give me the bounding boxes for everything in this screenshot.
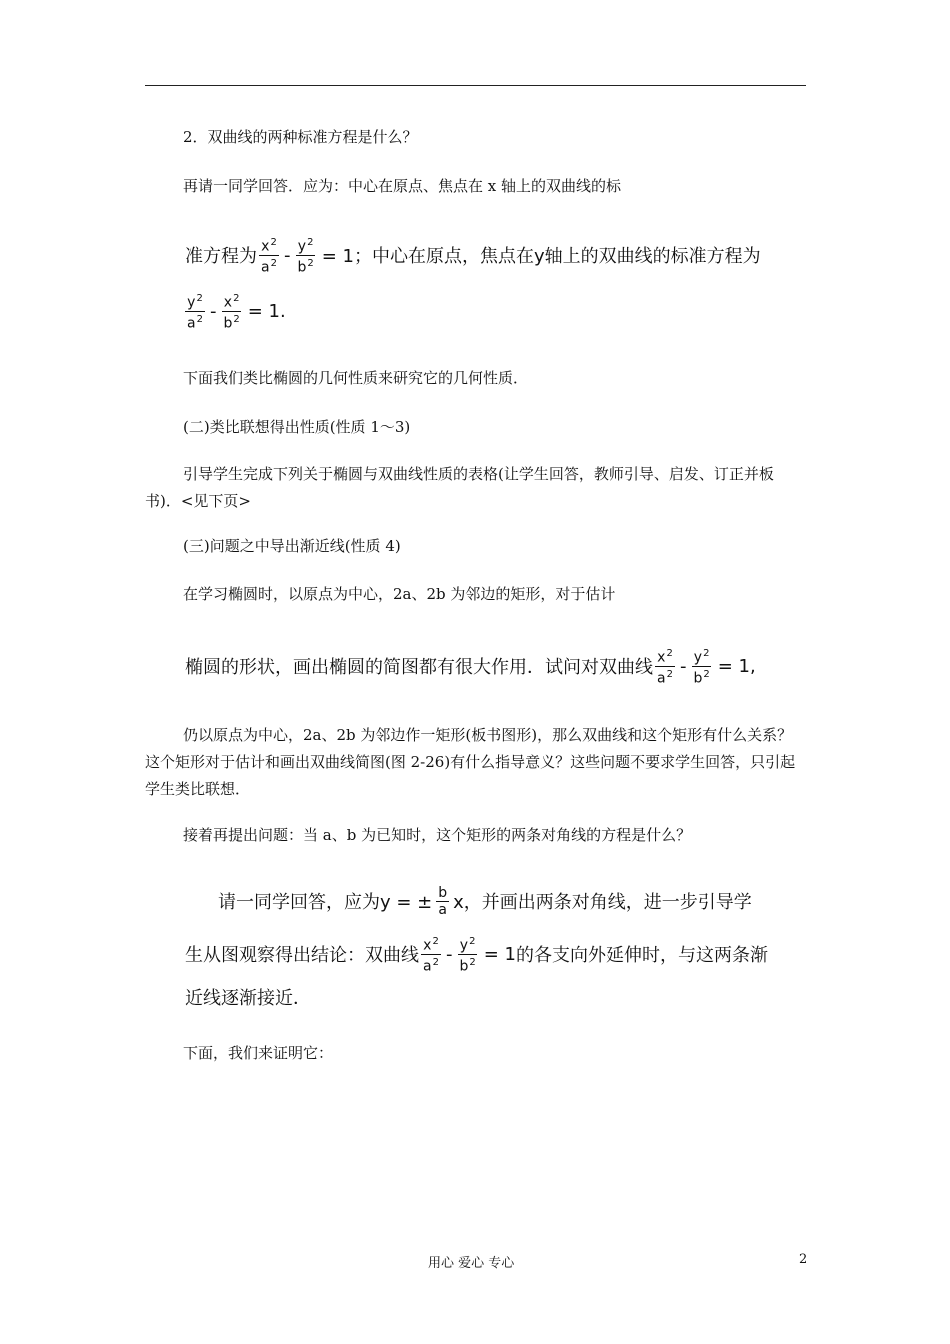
equation-line-1: 准方程为 $\frac{x^2}{a^2}$ - $\frac{y^2}{b^2}$ = 1； 中心在原点，焦点在y轴上的双曲线的标准方程为 [185,236,761,276]
ellipse-intro: 在学习椭圆时，以原点为中心，2a、2b 为邻边的矩形，对于估计 [183,585,616,603]
page-number: 2 [799,1252,808,1267]
fraction-x2-a2: $\frac{x^2}{a^2}$ [261,236,277,276]
section-3-heading: (三)问题之中导出渐近线(性质 4) [183,537,401,555]
header-rule [145,85,806,86]
proof-intro: 下面，我们来证明它： [183,1044,334,1062]
equation-line-4: 请一同学回答，应为y = ± $\frac{b}{a}$ x，并画出两条对角线，进一步引导学 [218,884,752,918]
fraction-x2-a2: $\frac{x^2}{a^2}$ [657,647,673,687]
fraction-x2-b2: $\frac{x^2}{b^2}$ [223,292,240,332]
fraction-y2-b2: $\frac{y^2}{b^2}$ [459,935,476,975]
footer-motto: 用心 爱心 专心 [428,1256,515,1271]
equation-line-5: 生从图观察得出结论：双曲线 $\frac{x^2}{a^2}$ - $\frac{y^2}{b^2}$ = 1 的各支向外延伸时，与这两条渐 [185,935,768,975]
fraction-b-a: $\frac{b}{a}$ [438,884,448,918]
fraction-y2-b2: $\frac{y^2}{b^2}$ [693,647,710,687]
question-2: 2．双曲线的两种标准方程是什么？ [183,128,418,146]
fraction-y2-b2: $\frac{y^2}{b^2}$ [297,236,314,276]
equation-line-3: 椭圆的形状，画出椭圆的简图都有很大作用．试问对双曲线 $\frac{x^2}{a^2}$ - $\frac{y^2}{b^2}$ = 1, [185,647,756,687]
guide-paragraph: 引导学生完成下列关于椭圆与双曲线性质的表格(让学生回答，教师引导、启发、订正并板书)．<见下页> [145,465,774,510]
rectangle-paragraph: 仍以原点为中心，2a、2b 为邻边作一矩形(板书图形)，那么双曲线和这个矩形有什么关系？这个矩形对于估计和画出双曲线简图(图 2-26)有什么指导意义？这些问题不要求学生回答，只引起学生类比联想． [145,726,796,798]
section-2-heading: (二)类比联想得出性质(性质 1～3) [183,418,411,436]
equation-line-2: $\frac{y^2}{a^2}$ - $\frac{x^2}{b^2}$ = 1. [187,292,286,332]
answer-intro: 再请一同学回答．应为：中心在原点、焦点在 x 轴上的双曲线的标 [183,177,621,195]
fraction-x2-a2: $\frac{x^2}{a^2}$ [423,935,439,975]
equation-line-6: 近线逐渐接近． [185,988,311,1009]
diagonal-question: 接着再提出问题：当 a、b 为已知时，这个矩形的两条对角线的方程是什么？ [183,826,692,844]
analogy-intro: 下面我们类比椭圆的几何性质来研究它的几何性质． [183,369,529,387]
fraction-y2-a2: $\frac{y^2}{a^2}$ [187,292,203,332]
